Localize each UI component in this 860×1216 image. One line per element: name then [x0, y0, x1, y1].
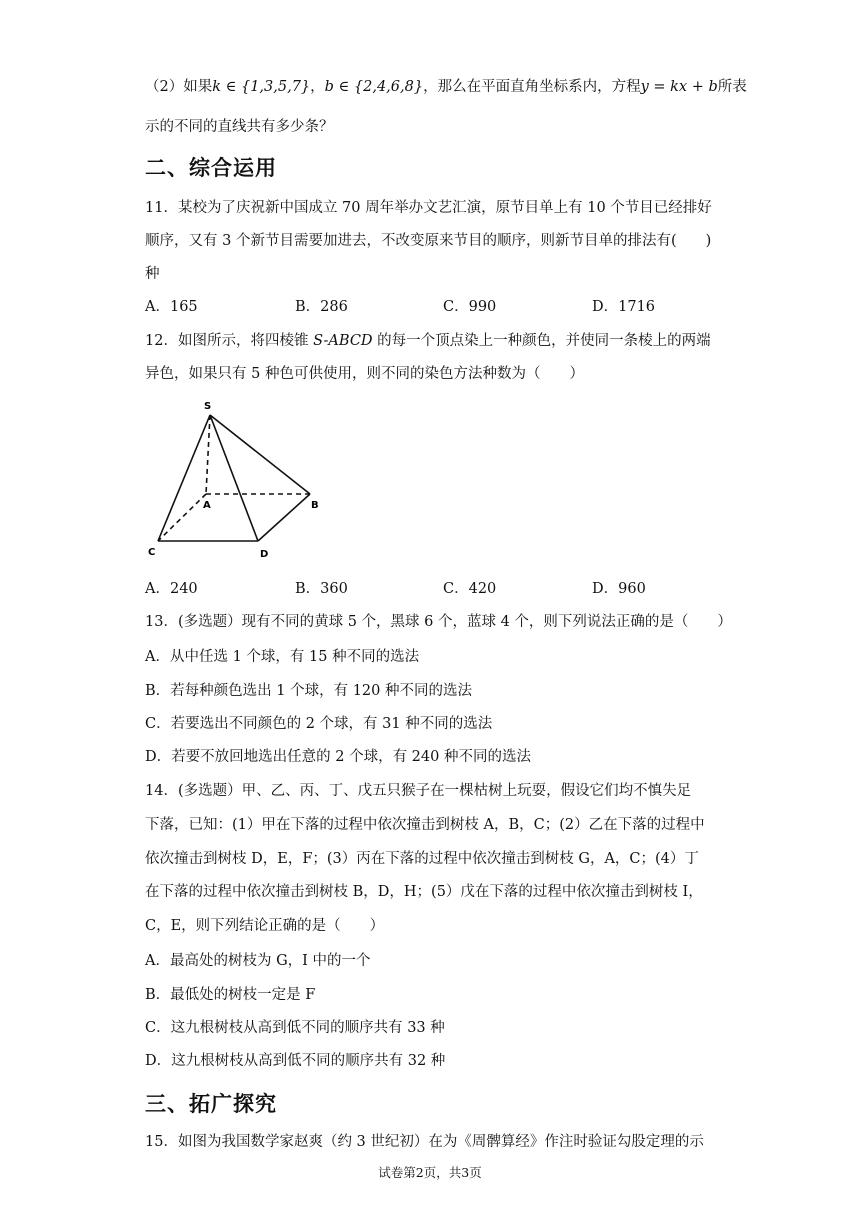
vertex-label-c: C	[148, 547, 156, 558]
vertex-label-b: B	[311, 500, 319, 511]
pyramid-figure	[140, 395, 340, 565]
q13-option-b[interactable]: B．若每种颜色选出 1 个球，有 120 种不同的选法	[145, 683, 472, 699]
q12-option-d[interactable]: D．960	[592, 581, 646, 597]
q13-stem: 13．(多选题）现有不同的黄球 5 个，黑球 6 个，蓝球 4 个，则下列说法正确的是（ ）	[145, 614, 732, 630]
q10-part2-line1: （2）如果k ∈ {1,3,5,7}，b ∈ {2,4,6,8}，那么在平面直角坐标系内，方程y = kx + b所表	[145, 79, 747, 95]
q13-option-a[interactable]: A．从中任选 1 个球，有 15 种不同的选法	[145, 649, 420, 665]
line-equation: y = kx + b	[640, 79, 718, 95]
pyramid-name: S-ABCD	[313, 333, 373, 349]
q14-option-c[interactable]: C．这九根树枝从高到低不同的顺序共有 33 种	[145, 1020, 445, 1036]
vertex-label-s: S	[204, 401, 212, 412]
q14-line5: C，E，则下列结论正确的是（ ）	[145, 918, 385, 934]
q11-option-b[interactable]: B．286	[295, 299, 348, 315]
q11-options	[145, 296, 715, 318]
q14-line3: 依次撞击到树枝 D，E，F；(3）丙在下落的过程中依次撞击到树枝 G，A，C；(4）丁	[145, 851, 699, 867]
b-set-expr: b ∈ {2,4,6,8}	[324, 79, 424, 95]
q12-line2: 异色，如果只有 5 种色可供使用，则不同的染色方法种数为（ ）	[145, 366, 584, 382]
q14-option-d[interactable]: D．这九根树枝从高到低不同的顺序共有 32 种	[145, 1053, 446, 1069]
q12-line1: 12．如图所示，将四棱锥 S-ABCD 的每一个顶点染上一种颜色，并使同一条棱上的两端	[145, 333, 711, 349]
edge-ac-hidden	[158, 494, 206, 541]
q14-line1: 14．(多选题）甲、乙、丙、丁、戊五只猴子在一棵枯树上玩耍，假设它们均不慎失足	[145, 783, 692, 799]
q14-option-a[interactable]: A．最高处的树枝为 G，I 中的一个	[145, 953, 371, 969]
q14-option-b[interactable]: B．最低处的树枝一定是 F	[145, 987, 316, 1003]
vertex-label-d: D	[260, 549, 269, 560]
edge-db	[258, 494, 310, 541]
q14-line4: 在下落的过程中依次撞击到树枝 B，D，H；(5）戊在下落的过程中依次撞击到树枝 I，	[145, 884, 703, 900]
q14-line2: 下落，已知：(1）甲在下落的过程中依次撞击到树枝 A，B，C；(2）乙在下落的过程中	[145, 817, 705, 833]
section-3-title: 三、拓广探究	[145, 1092, 277, 1116]
edge-sa-hidden	[206, 415, 210, 494]
q12-options	[145, 578, 715, 600]
q11-line1: 11．某校为了庆祝新中国成立 70 周年举办文艺汇演，原节目单上有 10 个节目已经排好	[145, 200, 712, 216]
q11-option-d[interactable]: D．1716	[592, 299, 656, 315]
vertex-label-a: A	[203, 500, 211, 511]
q13-option-d[interactable]: D．若要不放回地选出任意的 2 个球，有 240 种不同的选法	[145, 749, 531, 765]
q10-part2-line2: 示的不同的直线共有多少条？	[145, 119, 334, 135]
q11-option-c[interactable]: C．990	[443, 299, 497, 315]
q12-option-b[interactable]: B．360	[295, 581, 348, 597]
q12-option-c[interactable]: C．420	[443, 581, 497, 597]
q12-option-a[interactable]: A．240	[145, 581, 198, 597]
q11-option-a[interactable]: A．165	[145, 299, 198, 315]
q15-line1: 15．如图为我国数学家赵爽（约 3 世纪初）在为《周髀算经》作注时验证勾股定理的示	[145, 1134, 704, 1150]
section-2-title: 二、综合运用	[145, 156, 277, 180]
k-set-expr: k ∈ {1,3,5,7}	[212, 79, 311, 95]
q11-line2: 顺序，又有 3 个新节目需要加进去，不改变原来节目的顺序，则新节目单的排法有( )	[145, 233, 712, 249]
page-footer: 试卷第2页，共3页	[378, 1165, 482, 1180]
q13-option-c[interactable]: C．若要选出不同颜色的 2 个球，有 31 种不同的选法	[145, 716, 493, 732]
q11-line3: 种	[145, 266, 160, 282]
edge-sc	[158, 415, 210, 541]
